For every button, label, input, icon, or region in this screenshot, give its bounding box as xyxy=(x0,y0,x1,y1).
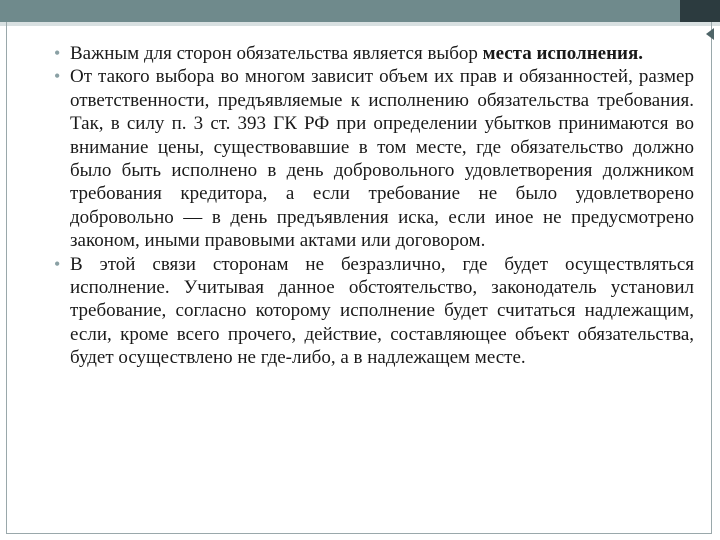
bullet-item-2 xyxy=(34,65,694,252)
slide-content xyxy=(34,42,694,370)
bullet-icon: • xyxy=(54,253,61,274)
slide-header-bar xyxy=(0,0,720,22)
bullet-text: Важным для сторон обязательства является выбор xyxy=(70,43,483,64)
bullet-item-3 xyxy=(34,253,694,370)
slide-header-accent xyxy=(680,0,720,22)
bullet-text: В этой связи сторонам не безразлично, где будет осуществляться исполнение. Учитывая данное обстоятельство, законодатель установил требование, согласно которому исполнение будет считаться надлежащим, если, кроме всего прочего, действие, составляющее объект обязательства, будет осуществлено не где-либо, а в надлежащем месте. xyxy=(70,253,694,369)
bullet-item-1 xyxy=(34,42,694,65)
bullet-icon: • xyxy=(54,66,61,87)
bullet-icon: • xyxy=(54,43,61,63)
bullet-bold-text: места исполнения. xyxy=(482,43,644,64)
bullet-text: От такого выбора во многом зависит объем их прав и обязанностей, размер ответственности, предъявляемые к исполнению обязательства требования. Так, в силу п. 3 ст. 393 ГК РФ при определении убытков принимаются во внимание цены, существовавшие в том месте, где обязательство должно было быть исполнено в день добровольного удовлетворения должником требования кредитора, а если требование не было удовлетворено добровольно — в день предъявления иска, если иное не предусмотрено законом, иными правовыми актами или договором. xyxy=(70,66,694,252)
bullet-list xyxy=(34,42,694,370)
frame-arrow-icon xyxy=(706,28,714,40)
